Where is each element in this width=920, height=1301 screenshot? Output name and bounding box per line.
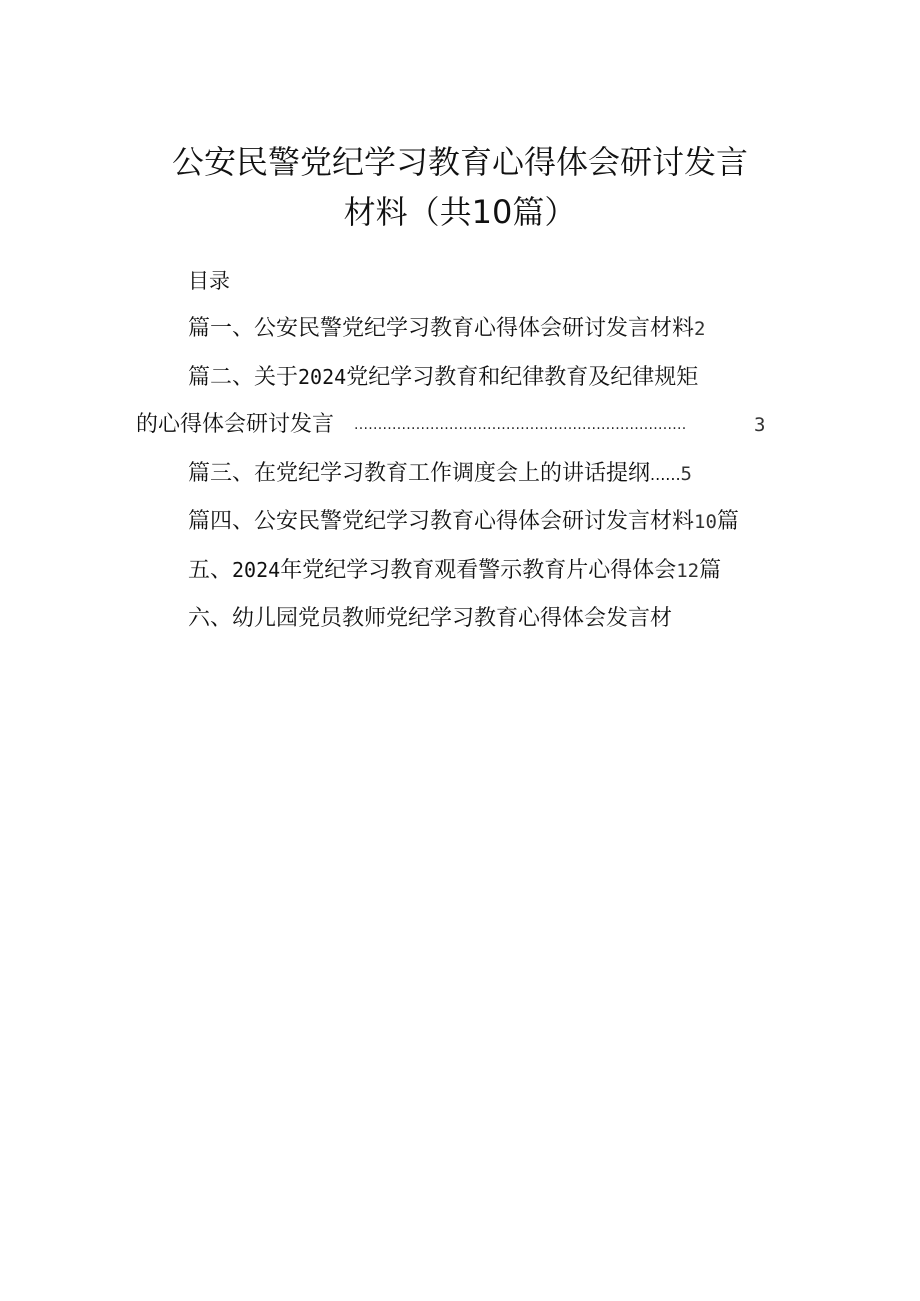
toc-heading: 目录 [188,269,230,293]
toc-entry-leader: ...................................................................... [354,417,687,433]
toc-entry-text: 篇四、公安民警党纪学习教育心得体会研讨发言材料 [188,509,695,534]
toc-entry-page: 3 [754,414,766,436]
toc-entry-5[interactable] [188,555,721,586]
toc-entry-page: 12 [676,560,700,582]
toc-entry-4[interactable] [188,507,739,537]
toc-entry-1[interactable] [188,314,705,344]
toc-entry-text: 篇一、公安民警党纪学习教育心得体会研讨发言材料 [188,316,695,341]
toc-entry-6[interactable] [188,604,672,634]
toc-entry-page: 2 [694,318,706,340]
toc-entry-text: 篇三、在党纪学习教育工作调度会上的讲话提纲 [188,461,651,486]
toc-entry-text: 六、幼儿园党员教师党纪学习教育心得体会发言材 [188,606,673,631]
toc-entry-2-page-wrap [754,410,765,440]
toc-entry-tail: 篇 [699,558,722,583]
toc-entry-text-a: 五、 [188,558,233,583]
toc-entry-2[interactable] [188,362,698,393]
toc-entry-year: 2024 [232,558,281,582]
toc-entry-tail: 篇 [716,509,739,534]
toc-entry-text-a: 篇二、关于 [188,365,299,390]
toc-entry-text-cont: 的心得体会研讨发言 [136,412,335,437]
toc-entry-text-b: 年党纪学习教育观看警示教育片心得体会 [280,558,677,583]
toc-entry-3[interactable] [188,459,692,490]
toc-entry-2-continuation[interactable] [136,410,334,440]
toc-entry-year: 2024 [298,365,347,389]
document-title-line2: 材料（共10篇） [343,193,577,231]
toc-entry-text-b: 党纪学习教育和纪律教育及纪律规矩 [346,365,699,390]
toc-entry-leader: ...... [650,465,681,484]
toc-entry-page: 10 [694,511,717,533]
toc-entry-page: 5 [680,463,692,485]
document-title-line1: 公安民警党纪学习教育心得体会研讨发言 [171,143,748,181]
